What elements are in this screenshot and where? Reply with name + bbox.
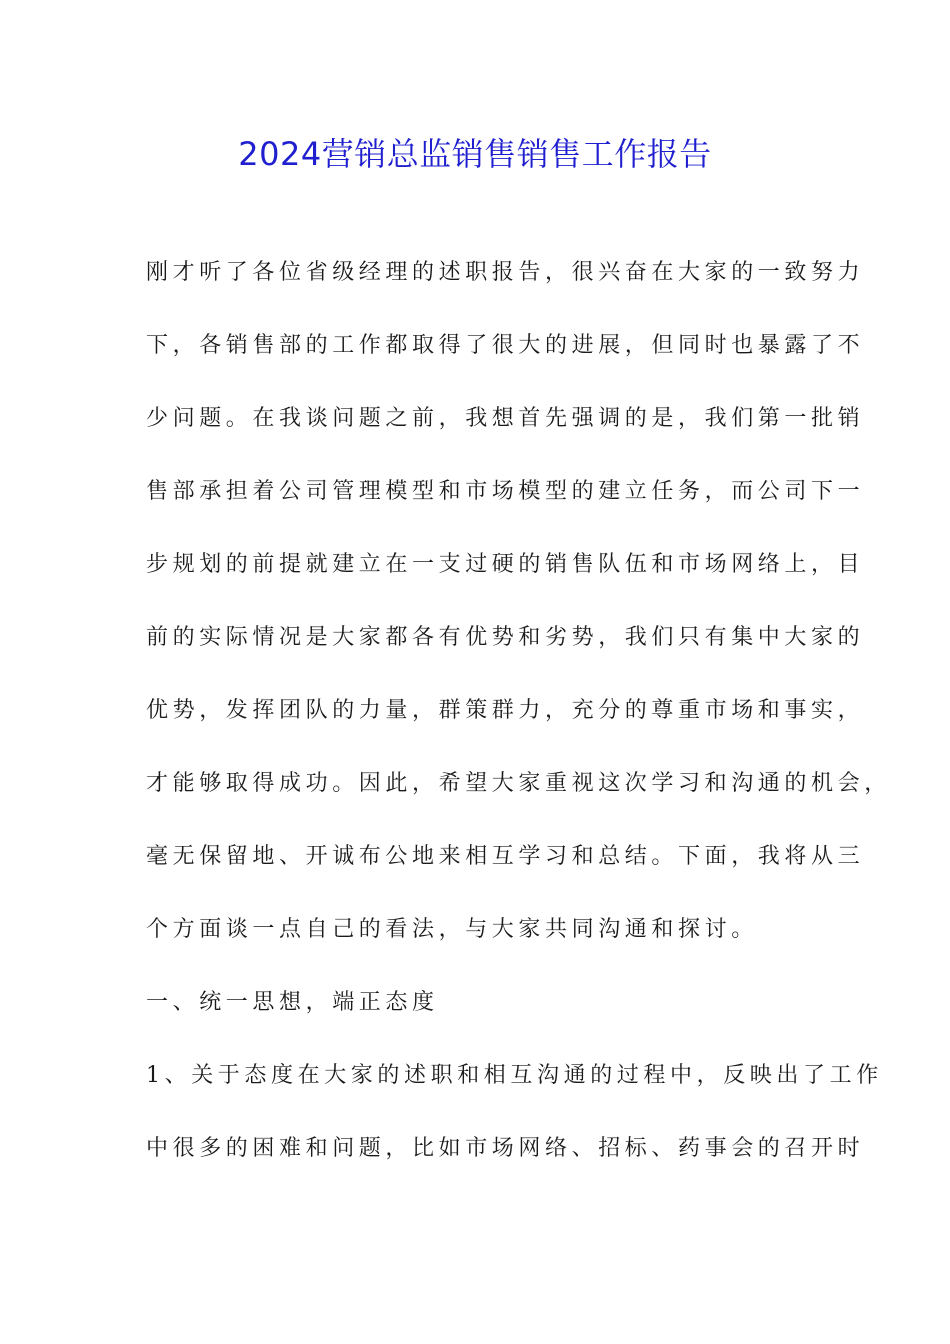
paragraph-line: 个方面谈一点自己的看法，与大家共同沟通和探讨。	[146, 917, 758, 942]
section-heading: 一、统一思想，端正态度	[146, 990, 439, 1015]
paragraph-line: 刚才听了各位省级经理的述职报告，很兴奋在大家的一致努力	[146, 260, 865, 285]
paragraph-line: 下，各销售部的工作都取得了很大的进展，但同时也暴露了不	[146, 333, 865, 358]
paragraph-line: 才能够取得成功。因此，希望大家重视这次学习和沟通的机会，	[146, 771, 891, 796]
paragraph-line: 步规划的前提就建立在一支过硬的销售队伍和市场网络上，目	[146, 552, 865, 577]
paragraph-line: 前的实际情况是大家都各有优势和劣势，我们只有集中大家的	[146, 625, 865, 650]
document-body	[146, 236, 891, 1185]
document-title: 2024营销总监销售销售工作报告	[238, 135, 712, 173]
paragraph-line: 售部承担着公司管理模型和市场模型的建立任务，而公司下一	[146, 479, 865, 504]
paragraph-line: 少问题。在我谈问题之前，我想首先强调的是，我们第一批销	[146, 406, 865, 431]
paragraph-line: 毫无保留地、开诚布公地来相互学习和总结。下面，我将从三	[146, 844, 865, 869]
paragraph-line: 优势，发挥团队的力量，群策群力，充分的尊重市场和事实，	[146, 698, 865, 723]
paragraph-line: 中很多的困难和问题，比如市场网络、招标、药事会的召开时	[146, 1136, 865, 1161]
paragraph-line: 1、关于态度在大家的述职和相互沟通的过程中，反映出了工作	[146, 1063, 883, 1088]
